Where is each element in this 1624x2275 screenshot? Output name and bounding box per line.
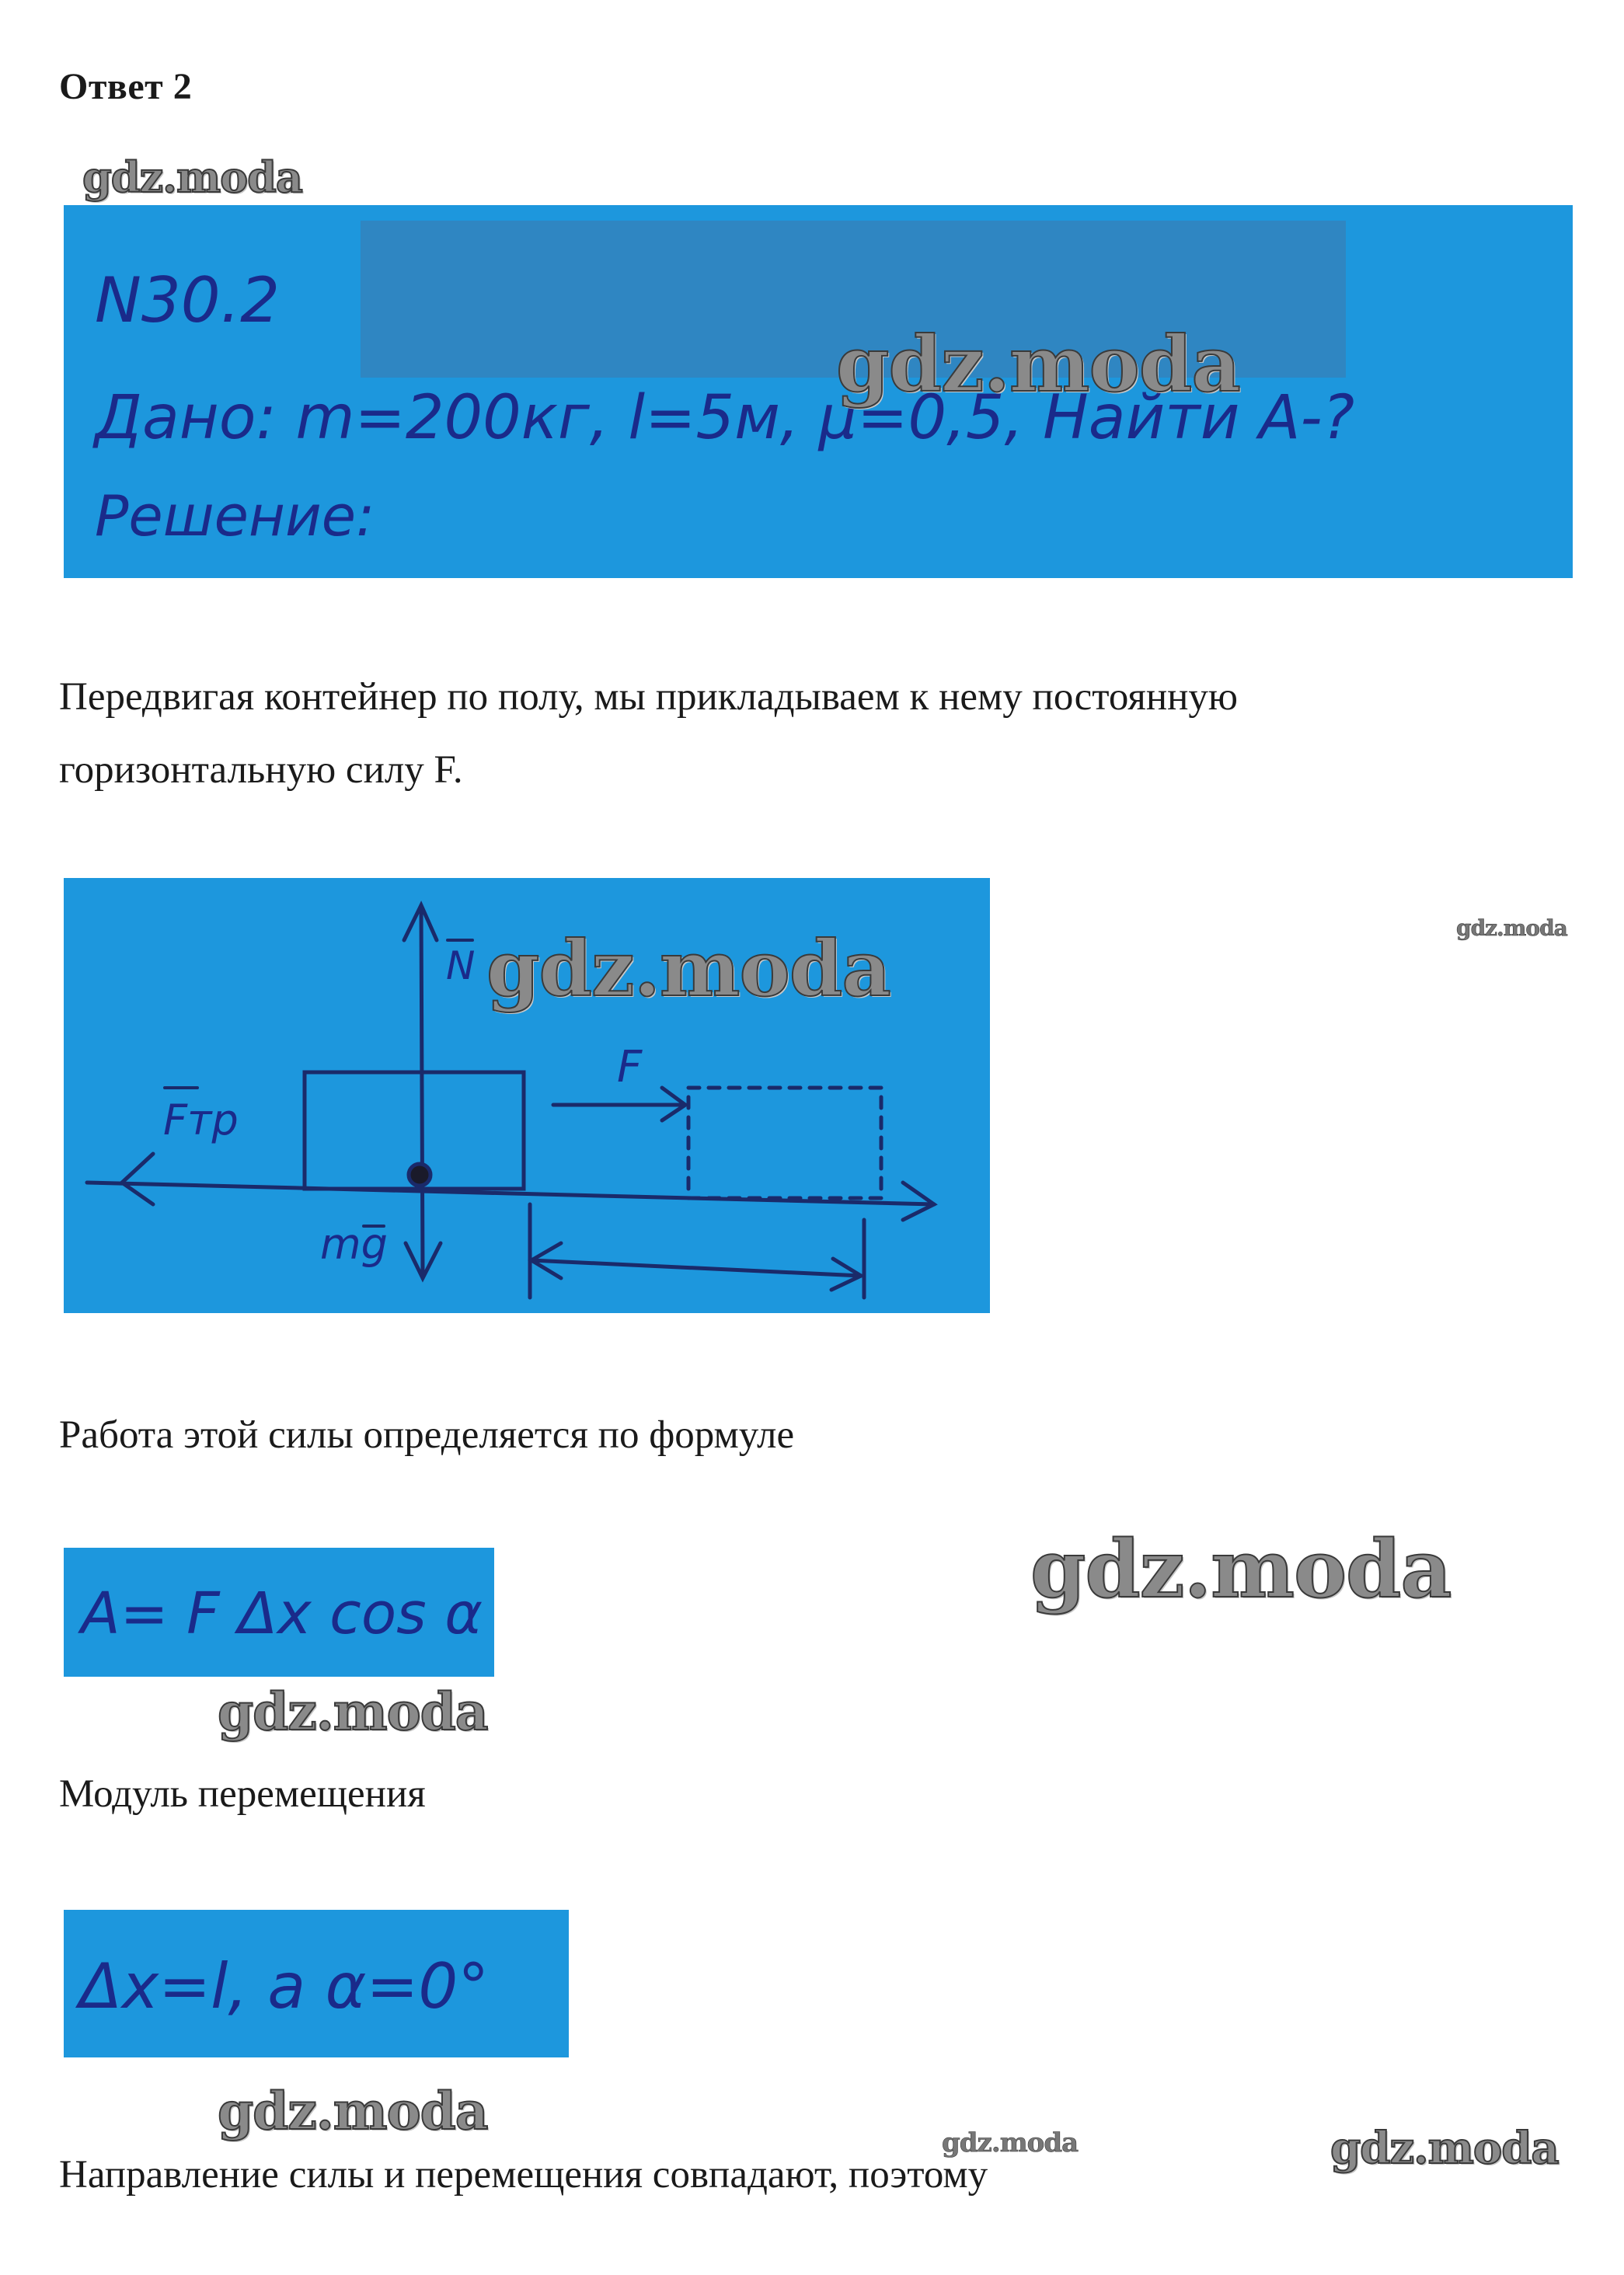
watermark: gdz.moda	[1030, 1523, 1451, 1616]
label-normal-force: N	[446, 943, 476, 988]
problem-given: Дано: m=200кг, l=5м, μ=0,5, Найти A-?	[95, 383, 1355, 453]
watermark: gdz.moda	[1456, 915, 1567, 941]
displacement-arrow	[531, 1260, 861, 1276]
axis-arrowhead	[903, 1183, 934, 1220]
displacement-formula-text: Δx=l, a α=0°	[79, 1950, 490, 2022]
problem-photo	[64, 205, 1573, 578]
answer-heading: Ответ 2	[59, 66, 193, 107]
paragraph-direction: Направление силы и перемещения совпадают, поэтому	[59, 2153, 988, 2197]
friction-arrowhead	[122, 1154, 153, 1204]
center-of-mass	[409, 1164, 430, 1186]
paragraph-displacement: Модуль перемещения	[59, 1772, 426, 1816]
problem-number: N30.2	[95, 264, 280, 336]
work-formula-text: A= F Δx cos α	[81, 1580, 483, 1647]
problem-solution-label: Решение:	[95, 483, 375, 549]
work-formula	[64, 1548, 494, 1677]
watermark: gdz.moda	[218, 2081, 488, 2141]
label-gravity: mg	[320, 1220, 388, 1269]
watermark: gdz.moda	[1330, 2123, 1559, 2174]
watermark: gdz.moda	[486, 925, 890, 1014]
label-applied-force: F	[617, 1042, 643, 1092]
watermark: gdz.moda	[218, 1681, 488, 1742]
displacement-formula	[64, 1910, 569, 2057]
watermark: gdz.moda	[836, 320, 1240, 409]
paragraph-container-force: Передвигая контейнер по полу, мы прикладываем к нему постоянную горизонтальную силу F.	[59, 675, 1239, 792]
vertical-axis	[421, 909, 423, 1274]
displacement-formula-photo	[64, 1910, 569, 2057]
label-friction-force: Fтр	[163, 1096, 239, 1144]
moved-container-block	[688, 1088, 881, 1198]
problem-handwriting	[64, 205, 1573, 578]
work-formula-photo	[64, 1548, 494, 1677]
watermark: gdz.moda	[942, 2127, 1079, 2158]
paragraph-work-formula: Работа этой силы определяется по формуле	[59, 1413, 795, 1457]
watermark: gdz.moda	[82, 152, 302, 202]
horizontal-axis	[87, 1183, 934, 1204]
